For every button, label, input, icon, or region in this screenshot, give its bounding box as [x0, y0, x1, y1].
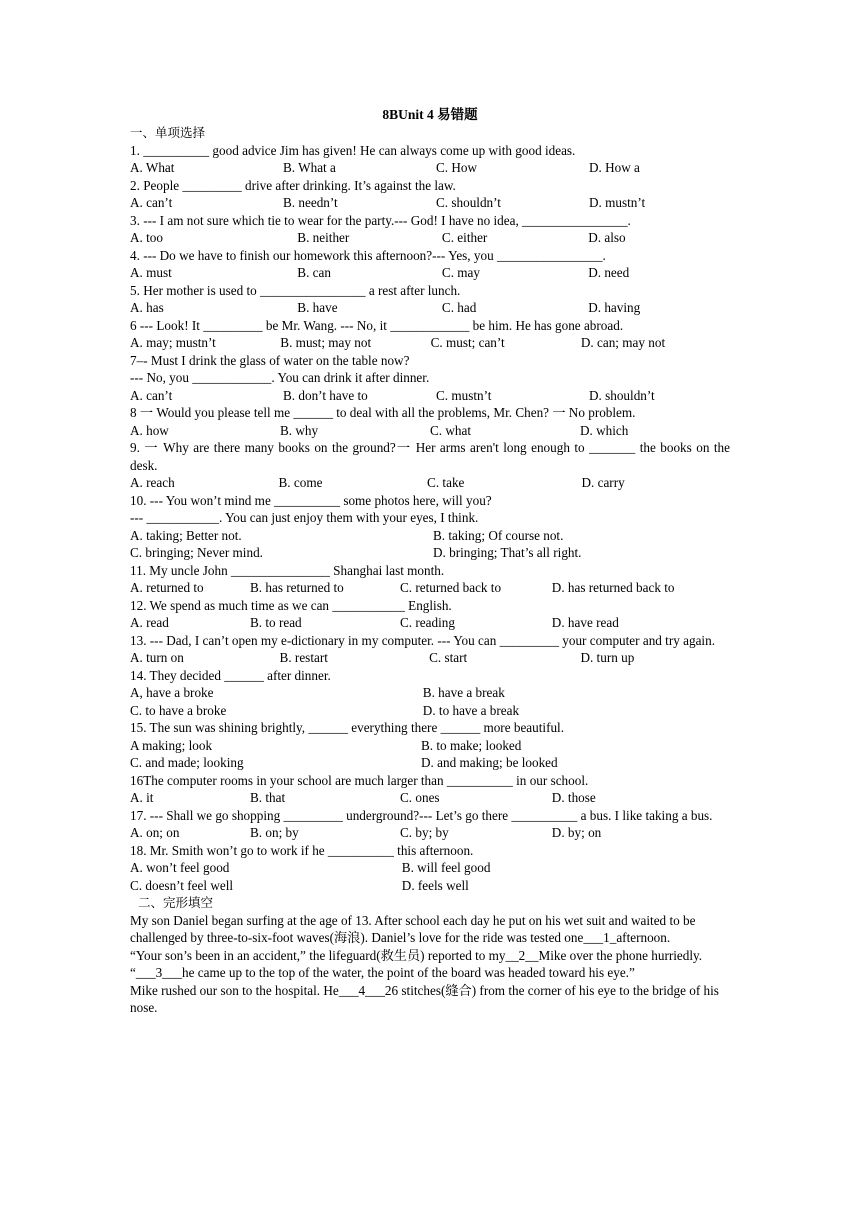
option-d: D. which [580, 422, 629, 438]
question-stem: 18. Mr. Smith won’t go to work if he __________ this afternoon. [130, 842, 474, 858]
section-heading-single-choice: 一、单项选择 [130, 125, 206, 140]
option-row [130, 649, 730, 667]
option-row [130, 684, 730, 702]
option-row [130, 387, 730, 405]
option-row [130, 229, 730, 247]
option-d: D. How a [589, 160, 640, 175]
question-stem: 13. --- Dad, I can’t open my e-dictionary in my computer. --- You can _________ your computer and try again. [130, 632, 715, 648]
option-a: A. taking; Better not. [130, 527, 242, 543]
option-row [130, 789, 730, 807]
option-d: D. have read [551, 615, 619, 630]
option-c: C. shouldn’t [436, 195, 501, 210]
question-stem: 11. My uncle John _______________ Shanghai last month. [130, 562, 445, 578]
option-b: B. that [250, 790, 286, 805]
option-a: A. on; on [130, 825, 180, 840]
option-a: A. won’t feel good [130, 860, 230, 875]
question-stem: 16The computer rooms in your school are much larger than __________ in our school. [130, 772, 589, 788]
option-a: A. returned to [130, 580, 204, 595]
option-c: C. ones [400, 790, 440, 805]
option-row [130, 334, 730, 352]
option-b: B. why [280, 422, 319, 438]
option-d: D. also [588, 230, 626, 245]
question-stem: 12. We spend as much time as we can ___________ English. [130, 597, 452, 613]
option-c: C. reading [400, 615, 455, 630]
option-b: B. taking; Of course not. [433, 527, 564, 543]
option-row [130, 194, 730, 212]
question-stem: 5. Her mother is used to ________________ a rest after lunch. [130, 282, 461, 298]
option-d: D. has returned back to [551, 580, 675, 595]
question-stem: 6 --- Look! It _________ be Mr. Wang. --- No, it ____________ be him. He has gone abroad. [130, 317, 624, 333]
option-row [130, 299, 730, 317]
option-d: D. feels well [401, 877, 469, 893]
option-c: C. mustn’t [436, 387, 492, 403]
option-b: B. must; may not [280, 335, 372, 350]
option-b: B. don’t have to [283, 387, 368, 403]
option-row [130, 824, 730, 842]
question-stem: 8 一 Would you please tell me ______ to deal with all the problems, Mr. Chen? 一 No problem. [130, 405, 636, 420]
option-row [130, 859, 730, 877]
option-row [130, 737, 730, 755]
option-b: B. What a [283, 160, 336, 175]
option-d: D. can; may not [580, 335, 666, 350]
option-row [130, 877, 730, 895]
option-d: D. to have a break [422, 702, 520, 718]
option-b: B. have [297, 300, 338, 315]
option-row [130, 614, 730, 632]
option-d: D. need [588, 265, 630, 280]
question-stem: 7–- Must I drink the glass of water on the table now? [130, 352, 410, 368]
option-b: B. have a break [422, 685, 505, 700]
option-row [130, 159, 730, 177]
question-stem: 14. They decided ______ after dinner. [130, 667, 331, 683]
option-row [130, 527, 730, 545]
option-a: A. how [130, 422, 169, 438]
cloze-paragraph: My son Daniel began surfing at the age of 13. After school each day he put on his wet suit and waited to be challenged by three-to-six-foot waves(海浪). Daniel’s love for the ride was tested one___1_afternoon. [130, 912, 696, 945]
option-c: C. and made; looking [130, 755, 244, 770]
option-row [130, 702, 730, 720]
question-stem-continued: --- ___________. You can just enjoy them with your eyes, I think. [130, 510, 479, 525]
question-stem: 9. 一 Why are there many books on the ground?一 Her arms aren't long enough to _______ the books on the desk. [130, 440, 730, 473]
option-row [130, 264, 730, 282]
option-c: C. by; by [400, 825, 449, 840]
option-d: D. mustn’t [589, 195, 646, 210]
option-b: B. to read [250, 615, 302, 630]
option-b: B. has returned to [250, 580, 344, 595]
option-row [130, 422, 730, 440]
option-c: C. had [441, 300, 477, 315]
option-c: C. start [429, 650, 468, 665]
option-a: A. may; mustn’t [130, 335, 216, 350]
cloze-paragraph: Mike rushed our son to the hospital. He___4___26 stitches(缝合) from the corner of his eye to the bridge of his nose. [130, 982, 719, 1015]
option-c: C. take [427, 475, 465, 490]
option-c: C. doesn’t feel well [130, 877, 234, 893]
option-b: B. restart [279, 650, 328, 665]
cloze-paragraph: “Your son’s been in an accident,” the lifeguard(救生员) reported to my__2__Mike over the phone hurriedly. “___3___he came up to the top of the water, the point of the board was headed toward his eye.” [130, 947, 703, 980]
option-row [130, 544, 730, 562]
option-c: C. may [441, 265, 481, 280]
document-page [130, 106, 730, 1017]
question-stem: 4. --- Do we have to finish our homework this afternoon?--- Yes, you ________________. [130, 247, 606, 263]
option-b: B. will feel good [401, 860, 491, 875]
section-heading-cloze: 二、完形填空 [138, 895, 214, 910]
option-a: A. can’t [130, 387, 173, 403]
question-stem: 3. --- I am not sure which tie to wear for the party.--- God! I have no idea, ________________. [130, 212, 631, 228]
option-a: A. can’t [130, 195, 173, 210]
option-b: B. to make; looked [421, 737, 522, 753]
option-d: D. turn up [580, 650, 635, 665]
option-row [130, 754, 730, 772]
option-a: A. turn on [130, 650, 184, 665]
option-d: D. those [551, 790, 596, 805]
option-row [130, 579, 730, 597]
option-b: B. neither [297, 230, 350, 245]
option-d: D. shouldn’t [589, 387, 655, 403]
option-a: A. must [130, 265, 172, 280]
option-row [130, 474, 730, 492]
option-a: A making; look [130, 737, 213, 753]
doc-title: 8BUnit 4 易错题 [382, 107, 478, 122]
option-b: B. come [278, 475, 323, 490]
question-stem: 17. --- Shall we go shopping _________ underground?--- Let’s go there __________ a bus. I like taking a bus. [130, 807, 713, 823]
question-stem: 15. The sun was shining brightly, ______ everything there ______ more beautiful. [130, 720, 565, 735]
option-c: C. either [441, 230, 488, 245]
option-c: C. returned back to [400, 580, 502, 595]
option-d: D. bringing; That’s all right. [433, 545, 582, 560]
option-a: A. it [130, 790, 154, 805]
option-b: B. can [297, 265, 331, 280]
option-a: A, have a broke [130, 685, 214, 700]
option-c: C. what [430, 422, 472, 438]
option-c: C. bringing; Never mind. [130, 545, 263, 560]
option-b: B. needn’t [283, 195, 338, 210]
option-c: C. How [436, 160, 478, 175]
option-a: A. read [130, 615, 169, 630]
question-stem-continued: --- No, you ____________. You can drink it after dinner. [130, 370, 430, 385]
option-d: D. carry [581, 475, 625, 490]
option-d: D. by; on [551, 825, 602, 840]
option-d: D. having [588, 300, 641, 315]
option-c: C. to have a broke [130, 702, 227, 718]
question-stem: 2. People _________ drive after drinking. It’s against the law. [130, 177, 456, 193]
question-stem: 10. --- You won’t mind me __________ some photos here, will you? [130, 492, 492, 508]
option-d: D. and making; be looked [421, 755, 558, 770]
option-a: A. has [130, 300, 164, 315]
option-c: C. must; can’t [430, 335, 505, 350]
option-a: A. too [130, 230, 163, 245]
option-a: A. What [130, 160, 175, 175]
option-b: B. on; by [250, 825, 299, 840]
question-stem: 1. __________ good advice Jim has given! He can always come up with good ideas. [130, 142, 576, 158]
option-a: A. reach [130, 475, 175, 490]
